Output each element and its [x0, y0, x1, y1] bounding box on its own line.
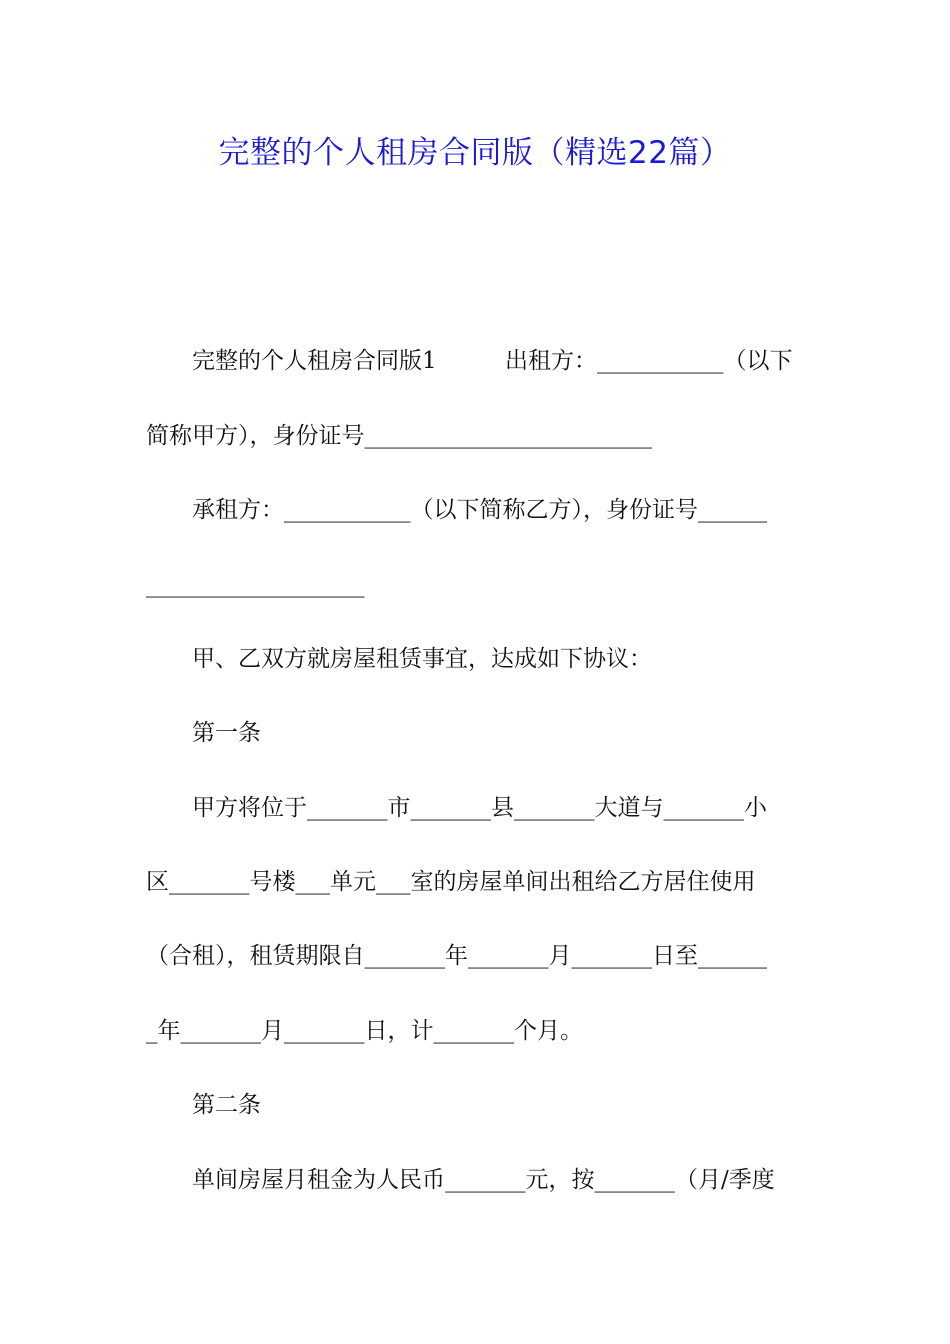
section-heading: 完整的个人租房合同版1 — [192, 348, 437, 374]
article-heading: 第二条 — [192, 1092, 261, 1118]
paragraph-text: 简称甲方），身份证号_________________________ — [146, 423, 652, 449]
lessor-field: 出租方：___________（以下 — [505, 348, 793, 374]
paragraph-text: 甲方将位于_______市_______县_______大道与_______小 — [192, 795, 767, 821]
paragraph-text: 区_______号楼___单元___室的房屋单间出租给乙方居住使用 — [146, 869, 756, 895]
lessee-field: 承租方：___________（以下简称乙方），身份证号______ — [192, 497, 767, 523]
paragraph-text: _年_______月_______日，计_______个月。 — [146, 1018, 583, 1044]
agreement-intro: 甲、乙双方就房屋租赁事宜，达成如下协议： — [192, 646, 652, 672]
paragraph-text: 单间房屋月租金为人民币_______元，按_______（月/季度 — [192, 1167, 775, 1193]
document-title: 完整的个人租房合同版（精选22篇） — [218, 135, 732, 171]
article-heading: 第一条 — [192, 720, 261, 746]
paragraph-text: （合租），租赁期限自_______年_______月_______日至______ — [146, 943, 767, 969]
blank-field: ___________________ — [146, 572, 365, 598]
